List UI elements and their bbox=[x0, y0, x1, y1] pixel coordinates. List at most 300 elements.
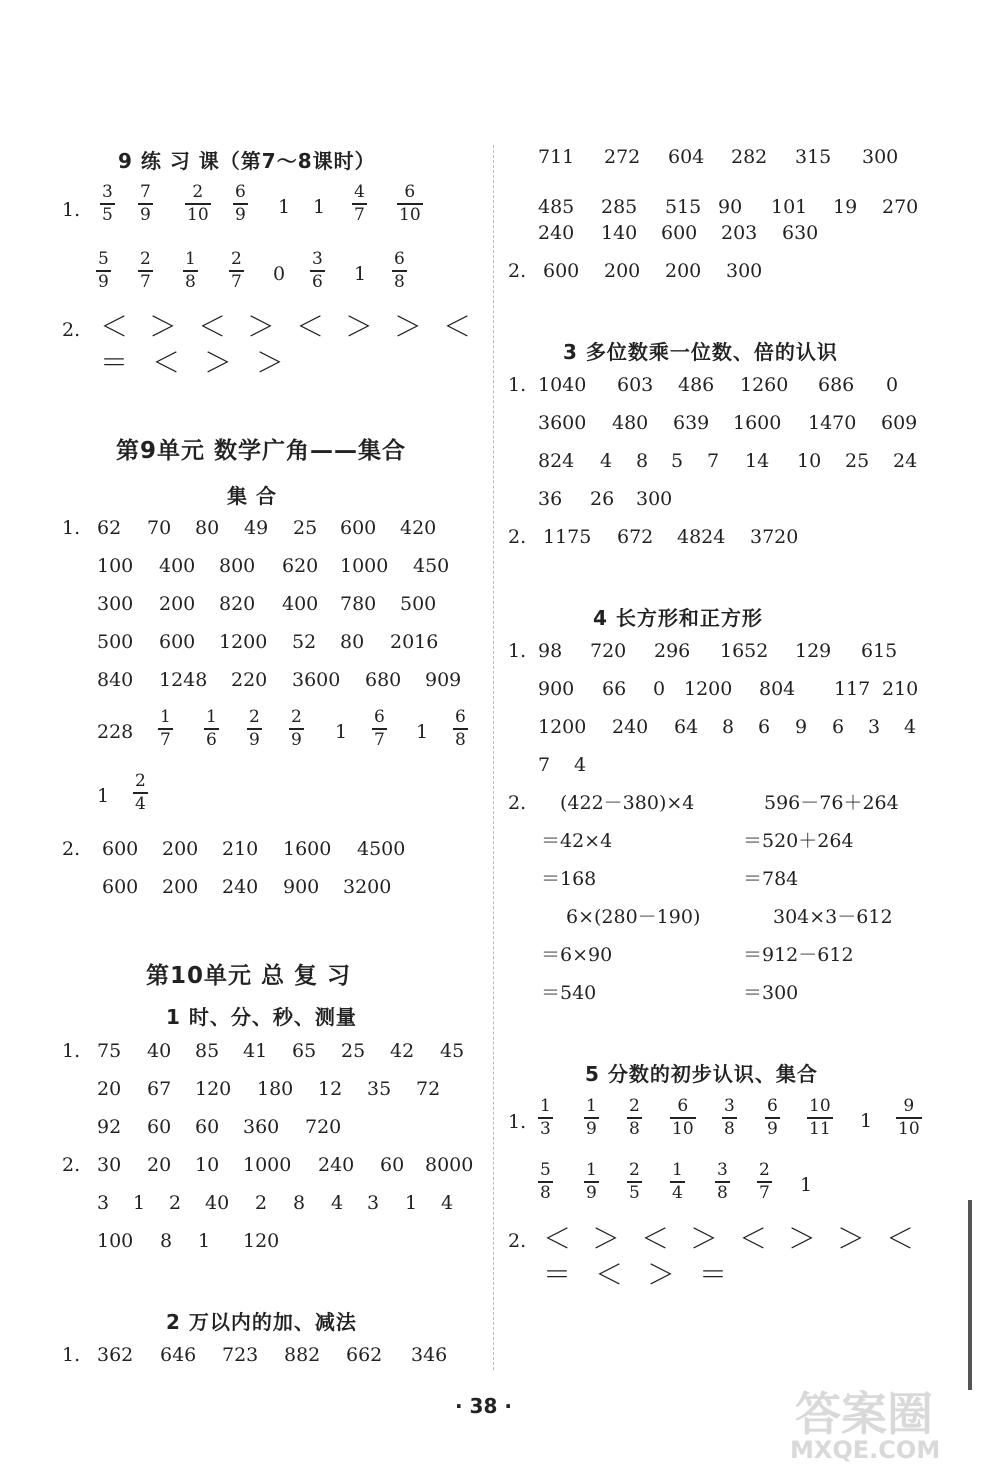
answer-value: 300 bbox=[862, 146, 899, 168]
question-label: 2. bbox=[62, 1154, 81, 1176]
answer-value: 1040 bbox=[538, 374, 587, 396]
answer-value: 6 bbox=[758, 716, 771, 738]
answer-value: 3720 bbox=[750, 526, 799, 548]
answer-frac bbox=[584, 1161, 599, 1203]
answer-value: 6 bbox=[832, 716, 845, 738]
answer-value: 120 bbox=[195, 1078, 232, 1100]
answer-value: 10 bbox=[797, 450, 822, 472]
answer-value: 1 bbox=[416, 721, 429, 743]
answer-value: 0 bbox=[653, 678, 666, 700]
answer-value: 400 bbox=[159, 555, 196, 577]
answer-value: 420 bbox=[400, 517, 437, 539]
comparison-sign: ＞ bbox=[647, 1258, 676, 1291]
calculation-step: ＝6×90 bbox=[541, 944, 613, 966]
answer-value: 2 bbox=[169, 1192, 182, 1214]
numerator: 2 bbox=[291, 707, 302, 727]
answer-value: 4 bbox=[331, 1192, 344, 1214]
answer-value: 820 bbox=[219, 593, 256, 615]
numerator: 2 bbox=[249, 707, 260, 727]
answer-value: 7 bbox=[707, 450, 720, 472]
denominator: 3 bbox=[540, 1118, 551, 1139]
calculation-step: ＝168 bbox=[541, 868, 597, 890]
answer-frac bbox=[183, 250, 198, 292]
answer-frac bbox=[96, 250, 111, 292]
answer-value: 1 bbox=[800, 1174, 813, 1196]
answer-value: 346 bbox=[411, 1344, 448, 1366]
question-label: 1. bbox=[62, 517, 81, 539]
answer-frac bbox=[352, 183, 367, 225]
comparison-sign: ＜ bbox=[198, 310, 227, 343]
answer-value: 1600 bbox=[733, 412, 782, 434]
answer-value: 840 bbox=[97, 669, 134, 691]
numerator: 6 bbox=[374, 707, 385, 727]
answer-value: 450 bbox=[413, 555, 450, 577]
numerator: 1 bbox=[540, 1096, 551, 1116]
comparison-sign: ＝ bbox=[543, 1258, 572, 1291]
answer-value: 1 bbox=[198, 1230, 211, 1252]
answer-value: 3600 bbox=[292, 669, 341, 691]
answer-value: 24 bbox=[893, 450, 918, 472]
answer-frac bbox=[204, 708, 219, 750]
answer-value: 4 bbox=[600, 450, 613, 472]
denominator: 8 bbox=[455, 729, 466, 750]
answer-value: 723 bbox=[222, 1344, 259, 1366]
numerator: 1 bbox=[586, 1096, 597, 1116]
answer-value: 4 bbox=[904, 716, 917, 738]
question-label: 1. bbox=[508, 374, 527, 396]
answer-frac bbox=[138, 183, 153, 225]
answer-value: 909 bbox=[425, 669, 462, 691]
numerator: 2 bbox=[759, 1160, 770, 1180]
answer-value: 180 bbox=[257, 1078, 294, 1100]
answer-frac bbox=[627, 1161, 642, 1203]
comparison-sign: ＜ bbox=[152, 346, 181, 379]
calculation-step: ＝42×4 bbox=[541, 830, 613, 852]
comparison-sign: ＞ bbox=[394, 310, 423, 343]
answer-value: 8 bbox=[160, 1230, 173, 1252]
answer-value: 3 bbox=[97, 1192, 110, 1214]
page-edge-mark bbox=[968, 1200, 972, 1390]
answer-value: 4824 bbox=[677, 526, 726, 548]
answer-value: 300 bbox=[97, 593, 134, 615]
answer-value: 36 bbox=[538, 488, 563, 510]
answer-value: 480 bbox=[612, 412, 649, 434]
numerator: 3 bbox=[102, 182, 113, 202]
question-label: 2. bbox=[508, 526, 527, 548]
answer-value: 75 bbox=[97, 1040, 122, 1062]
numerator: 3 bbox=[724, 1096, 735, 1116]
calculation-step: ＝300 bbox=[743, 982, 799, 1004]
answer-value: 720 bbox=[305, 1116, 342, 1138]
answer-value: 67 bbox=[147, 1078, 172, 1100]
denominator: 5 bbox=[629, 1182, 640, 1203]
answer-value: 3200 bbox=[343, 876, 392, 898]
comparison-sign: ＞ bbox=[345, 310, 374, 343]
answer-value: 3 bbox=[367, 1192, 380, 1214]
numerator: 3 bbox=[312, 249, 323, 269]
answer-value: 600 bbox=[340, 517, 377, 539]
comparison-sign: ＜ bbox=[296, 310, 325, 343]
denominator: 8 bbox=[629, 1118, 640, 1139]
answer-value: 19 bbox=[833, 196, 858, 218]
numerator: 1 bbox=[160, 707, 171, 727]
answer-value: 1000 bbox=[243, 1154, 292, 1176]
comparison-sign: ＞ bbox=[247, 310, 276, 343]
answer-value: 900 bbox=[538, 678, 575, 700]
answer-value: 800 bbox=[219, 555, 256, 577]
answer-value: 200 bbox=[162, 838, 199, 860]
comparison-sign: ＞ bbox=[837, 1222, 866, 1255]
calculation-step: (422－380)×4 bbox=[560, 792, 695, 814]
answer-value: 711 bbox=[538, 146, 575, 168]
numerator: 6 bbox=[235, 182, 246, 202]
calculation-step: 304×3－612 bbox=[773, 906, 893, 928]
answer-value: 12 bbox=[318, 1078, 343, 1100]
numerator: 2 bbox=[231, 249, 242, 269]
comparison-sign: ＝ bbox=[699, 1258, 728, 1291]
answer-frac bbox=[289, 708, 304, 750]
denominator: 8 bbox=[540, 1182, 551, 1203]
comparison-sign: ＜ bbox=[100, 310, 129, 343]
answer-value: 680 bbox=[365, 669, 402, 691]
answer-frac bbox=[185, 183, 211, 225]
comparison-sign: ＞ bbox=[204, 346, 233, 379]
denominator: 9 bbox=[291, 729, 302, 750]
answer-frac bbox=[538, 1161, 553, 1203]
numerator: 6 bbox=[404, 182, 416, 202]
question-label: 2. bbox=[62, 838, 81, 860]
answer-value: 1000 bbox=[340, 555, 389, 577]
lesson-title: 1 时、分、秒、测量 bbox=[166, 1005, 357, 1029]
answer-value: 200 bbox=[162, 876, 199, 898]
question-label: 1. bbox=[62, 1040, 81, 1062]
answer-value: 1 bbox=[133, 1192, 146, 1214]
denominator: 9 bbox=[235, 204, 246, 225]
calculation-step: ＝520＋264 bbox=[743, 830, 854, 852]
answer-value: 600 bbox=[102, 876, 139, 898]
answer-value: 315 bbox=[795, 146, 832, 168]
numerator: 1 bbox=[586, 1160, 597, 1180]
answer-value: 686 bbox=[818, 374, 855, 396]
answer-value: 1 bbox=[278, 196, 291, 218]
answer-frac bbox=[538, 1097, 553, 1139]
numerator: 1 bbox=[185, 249, 196, 269]
answer-frac bbox=[158, 708, 173, 750]
answer-frac bbox=[247, 708, 262, 750]
calculation-step: ＝912－612 bbox=[743, 944, 854, 966]
answer-value: 1 bbox=[860, 1110, 873, 1132]
denominator: 10 bbox=[898, 1118, 920, 1139]
answer-value: 40 bbox=[205, 1192, 230, 1214]
answer-value: 200 bbox=[159, 593, 196, 615]
answer-value: 300 bbox=[726, 260, 763, 282]
section-title: 5 分数的初步认识、集合 bbox=[585, 1062, 818, 1086]
question-label: 1. bbox=[62, 199, 81, 221]
numerator: 6 bbox=[767, 1096, 778, 1116]
answer-value: 1470 bbox=[808, 412, 857, 434]
numerator: 5 bbox=[540, 1160, 551, 1180]
denominator: 7 bbox=[354, 204, 365, 225]
answer-value: 600 bbox=[102, 838, 139, 860]
numerator: 6 bbox=[677, 1096, 689, 1116]
answer-value: 72 bbox=[416, 1078, 441, 1100]
answer-value: 824 bbox=[538, 450, 575, 472]
answer-value: 0 bbox=[273, 263, 286, 285]
answer-value: 4 bbox=[574, 754, 587, 776]
unit-title: 第10单元 总 复 习 bbox=[146, 963, 352, 989]
answer-value: 900 bbox=[283, 876, 320, 898]
answer-value: 804 bbox=[759, 678, 796, 700]
numerator: 1 bbox=[672, 1160, 683, 1180]
denominator: 9 bbox=[98, 271, 109, 292]
comparison-sign: ＞ bbox=[592, 1222, 621, 1255]
answer-value: 35 bbox=[367, 1078, 392, 1100]
answer-value: 662 bbox=[346, 1344, 383, 1366]
comparison-sign: ＜ bbox=[886, 1222, 915, 1255]
question-label: 2. bbox=[508, 1230, 527, 1252]
answer-value: 62 bbox=[97, 517, 122, 539]
answer-value: 80 bbox=[340, 631, 365, 653]
answer-value: 630 bbox=[782, 222, 819, 244]
answer-value: 639 bbox=[673, 412, 710, 434]
denominator: 9 bbox=[586, 1182, 597, 1203]
denominator: 8 bbox=[717, 1182, 728, 1203]
comparison-sign: ＜ bbox=[595, 1258, 624, 1291]
answer-frac bbox=[133, 772, 148, 814]
comparison-sign: ＞ bbox=[256, 346, 285, 379]
numerator: 7 bbox=[140, 182, 151, 202]
comparison-sign: ＜ bbox=[641, 1222, 670, 1255]
watermark-site: MXQE.COM bbox=[790, 1436, 941, 1464]
denominator: 8 bbox=[394, 271, 405, 292]
answer-value: 14 bbox=[745, 450, 770, 472]
denominator: 4 bbox=[135, 793, 146, 814]
lesson-title: 集 合 bbox=[227, 484, 277, 508]
answer-value: 1600 bbox=[283, 838, 332, 860]
numerator: 3 bbox=[717, 1160, 728, 1180]
answer-frac bbox=[229, 250, 244, 292]
answer-value: 2016 bbox=[390, 631, 439, 653]
calculation-step: ＝540 bbox=[541, 982, 597, 1004]
answer-value: 200 bbox=[665, 260, 702, 282]
answer-value: 362 bbox=[97, 1344, 134, 1366]
answer-value: 20 bbox=[97, 1078, 122, 1100]
answer-frac bbox=[627, 1097, 642, 1139]
numerator: 4 bbox=[354, 182, 365, 202]
answer-value: 65 bbox=[292, 1040, 317, 1062]
answer-value: 1 bbox=[97, 785, 110, 807]
numerator: 2 bbox=[192, 182, 204, 202]
answer-value: 5 bbox=[671, 450, 684, 472]
denominator: 8 bbox=[185, 271, 196, 292]
answer-value: 604 bbox=[668, 146, 705, 168]
answer-value: 60 bbox=[380, 1154, 405, 1176]
answer-value: 220 bbox=[231, 669, 268, 691]
answer-value: 672 bbox=[617, 526, 654, 548]
answer-frac bbox=[722, 1097, 737, 1139]
denominator: 7 bbox=[231, 271, 242, 292]
answer-value: 98 bbox=[538, 640, 563, 662]
answer-value: 42 bbox=[390, 1040, 415, 1062]
denominator: 10 bbox=[187, 204, 209, 225]
answer-value: 1260 bbox=[740, 374, 789, 396]
answer-frac bbox=[138, 250, 153, 292]
answer-value: 720 bbox=[590, 640, 627, 662]
comparison-sign: ＞ bbox=[788, 1222, 817, 1255]
answer-value: 8000 bbox=[425, 1154, 474, 1176]
comparison-sign: ＜ bbox=[543, 1222, 572, 1255]
denominator: 7 bbox=[759, 1182, 770, 1203]
answer-value: 515 bbox=[665, 196, 702, 218]
answer-frac bbox=[310, 250, 325, 292]
answer-value: 1 bbox=[405, 1192, 418, 1214]
answer-value: 25 bbox=[341, 1040, 366, 1062]
numerator: 6 bbox=[394, 249, 405, 269]
answer-value: 64 bbox=[674, 716, 699, 738]
answer-value: 7 bbox=[538, 754, 551, 776]
section-title: 4 长方形和正方形 bbox=[593, 606, 763, 630]
denominator: 7 bbox=[140, 271, 151, 292]
answer-value: 101 bbox=[771, 196, 808, 218]
answer-value: 26 bbox=[590, 488, 615, 510]
comparison-sign: ＜ bbox=[443, 310, 472, 343]
answer-value: 30 bbox=[97, 1154, 122, 1176]
answer-value: 9 bbox=[795, 716, 808, 738]
answer-frac bbox=[757, 1161, 772, 1203]
answer-value: 120 bbox=[243, 1230, 280, 1252]
answer-value: 140 bbox=[601, 222, 638, 244]
answer-value: 1 bbox=[354, 263, 367, 285]
answer-value: 486 bbox=[678, 374, 715, 396]
answer-value: 240 bbox=[538, 222, 575, 244]
answer-value: 92 bbox=[97, 1116, 122, 1138]
denominator: 9 bbox=[140, 204, 151, 225]
comparison-sign: ＝ bbox=[100, 346, 129, 379]
answer-value: 100 bbox=[97, 555, 134, 577]
answer-frac bbox=[807, 1097, 833, 1139]
denominator: 5 bbox=[102, 204, 113, 225]
answer-value: 270 bbox=[882, 196, 919, 218]
answer-value: 620 bbox=[282, 555, 319, 577]
answer-value: 609 bbox=[881, 412, 918, 434]
answer-value: 1200 bbox=[219, 631, 268, 653]
denominator: 9 bbox=[249, 729, 260, 750]
calculation-step: 596－76＋264 bbox=[764, 792, 899, 814]
answer-value: 210 bbox=[882, 678, 919, 700]
answer-frac bbox=[670, 1097, 696, 1139]
answer-value: 603 bbox=[617, 374, 654, 396]
question-label: 1. bbox=[508, 1111, 527, 1133]
answer-value: 200 bbox=[604, 260, 641, 282]
answer-value: 1200 bbox=[684, 678, 733, 700]
answer-value: 52 bbox=[292, 631, 317, 653]
answer-value: 615 bbox=[861, 640, 898, 662]
answer-frac bbox=[715, 1161, 730, 1203]
question-label: 2. bbox=[508, 792, 527, 814]
answer-value: 360 bbox=[243, 1116, 280, 1138]
denominator: 11 bbox=[809, 1118, 831, 1139]
answer-value: 210 bbox=[222, 838, 259, 860]
answer-value: 60 bbox=[147, 1116, 172, 1138]
answer-value: 40 bbox=[147, 1040, 172, 1062]
denominator: 10 bbox=[672, 1118, 694, 1139]
answer-value: 282 bbox=[731, 146, 768, 168]
answer-value: 1652 bbox=[720, 640, 769, 662]
calculation-step: ＝784 bbox=[743, 868, 799, 890]
answer-value: 500 bbox=[400, 593, 437, 615]
answer-value: 240 bbox=[612, 716, 649, 738]
denominator: 6 bbox=[206, 729, 217, 750]
answer-value: 300 bbox=[636, 488, 673, 510]
question-label: 1. bbox=[508, 640, 527, 662]
answer-frac bbox=[584, 1097, 599, 1139]
comparison-sign: ＞ bbox=[690, 1222, 719, 1255]
answer-value: 485 bbox=[538, 196, 575, 218]
answer-value: 400 bbox=[282, 593, 319, 615]
numerator: 2 bbox=[135, 771, 146, 791]
answer-value: 646 bbox=[160, 1344, 197, 1366]
answer-value: 3 bbox=[868, 716, 881, 738]
page-number: · 38 · bbox=[455, 1394, 512, 1418]
answer-value: 1175 bbox=[543, 526, 592, 548]
answer-value: 296 bbox=[654, 640, 691, 662]
answer-value: 1 bbox=[313, 196, 326, 218]
answer-value: 8 bbox=[722, 716, 735, 738]
question-label: 1. bbox=[62, 1344, 81, 1366]
denominator: 7 bbox=[160, 729, 171, 750]
answer-value: 600 bbox=[543, 260, 580, 282]
answer-value: 60 bbox=[195, 1116, 220, 1138]
answer-value: 85 bbox=[195, 1040, 220, 1062]
answer-value: 4 bbox=[441, 1192, 454, 1214]
comparison-sign: ＜ bbox=[739, 1222, 768, 1255]
answer-value: 1200 bbox=[538, 716, 587, 738]
answer-value: 90 bbox=[718, 196, 743, 218]
denominator: 7 bbox=[374, 729, 385, 750]
numerator: 6 bbox=[455, 707, 466, 727]
answer-frac bbox=[765, 1097, 780, 1139]
answer-value: 100 bbox=[97, 1230, 134, 1252]
answer-value: 240 bbox=[222, 876, 259, 898]
answer-value: 3600 bbox=[538, 412, 587, 434]
answer-value: 70 bbox=[147, 517, 172, 539]
answer-value: 45 bbox=[440, 1040, 465, 1062]
numerator: 10 bbox=[809, 1096, 831, 1116]
answer-frac bbox=[372, 708, 387, 750]
answer-frac bbox=[392, 250, 407, 292]
answer-value: 780 bbox=[340, 593, 377, 615]
denominator: 8 bbox=[724, 1118, 735, 1139]
comparison-sign: ＞ bbox=[149, 310, 178, 343]
denominator: 9 bbox=[767, 1118, 778, 1139]
numerator: 5 bbox=[98, 249, 109, 269]
unit-title: 第9单元 数学广角——集合 bbox=[116, 438, 407, 464]
answer-value: 49 bbox=[244, 517, 269, 539]
question-label: 2. bbox=[508, 260, 527, 282]
denominator: 10 bbox=[399, 204, 421, 225]
answer-frac bbox=[233, 183, 248, 225]
denominator: 4 bbox=[672, 1182, 683, 1203]
numerator: 2 bbox=[140, 249, 151, 269]
answer-value: 285 bbox=[601, 196, 638, 218]
answer-value: 129 bbox=[795, 640, 832, 662]
answer-value: 80 bbox=[195, 517, 220, 539]
numerator: 2 bbox=[629, 1160, 640, 1180]
answer-value: 203 bbox=[721, 222, 758, 244]
calculation-step: 6×(280－190) bbox=[566, 906, 701, 928]
answer-value: 41 bbox=[243, 1040, 268, 1062]
answer-value: 240 bbox=[318, 1154, 355, 1176]
